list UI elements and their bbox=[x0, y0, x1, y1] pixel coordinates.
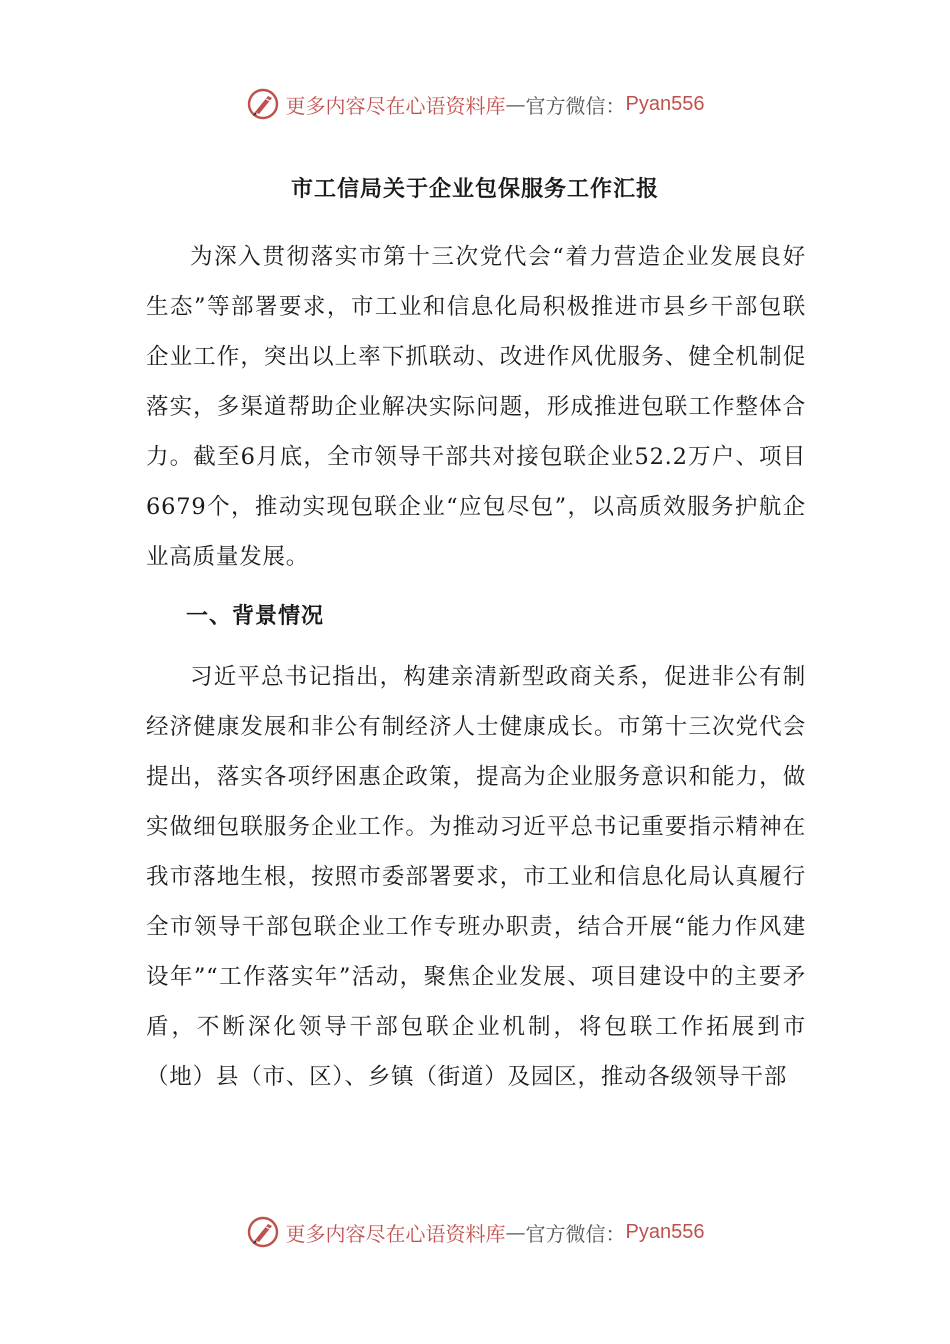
document-body bbox=[146, 232, 806, 1102]
watermark-separator: — bbox=[505, 1220, 526, 1244]
header-watermark-banner bbox=[0, 84, 950, 124]
watermark-brand-text: 更多内容尽在心语资料库 bbox=[285, 1221, 506, 1246]
watermark-brand-text: 更多内容尽在心语资料库 bbox=[285, 93, 506, 118]
paragraph-intro: 为深入贯彻落实市第十三次党代会“着力营造企业发展良好生态”等部署要求，市工业和信息化局积极推进市县乡干部包联企业工作，突出以上率下抓联动、改进作风优服务、健全机制促落实，多渠道帮助企业解决实际问题，形成推进包联工作整体合力。截至6月底，全市领导干部共对接包联企业52.2万户、项目6679个，推动实现包联企业“应包尽包”，以高质效服务护航企业高质量发展。 bbox=[146, 244, 806, 570]
watermark-wechat-id: Pyan556 bbox=[625, 92, 705, 115]
document-title: 市工信局关于企业包保服务工作汇报 bbox=[290, 177, 659, 202]
footer-watermark-banner bbox=[0, 1212, 950, 1252]
quill-pen-logo-icon bbox=[246, 87, 280, 121]
paragraph-background: 习近平总书记指出，构建亲清新型政商关系，促进非公有制经济健康发展和非公有制经济人士健康成长。市第十三次党代会提出，落实各项纾困惠企政策，提高为企业服务意识和能力，做实做细包联服务企业工作。为推动习近平总书记重要指示精神在我市落地生根，按照市委部署要求，市工业和信息化局认真履行全市领导干部包联企业工作专班办职责，结合开展“能力作风建设年”“工作落实年”活动，聚焦企业发展、项目建设中的主要矛盾，不断深化领导干部包联企业机制，将包联工作拓展到市（地）县（市、区）、乡镇（街道）及园区，推动各级领导干部 bbox=[146, 664, 806, 1090]
watermark-separator: — bbox=[505, 92, 526, 116]
quill-pen-logo-icon bbox=[246, 1215, 280, 1249]
section-heading-background: 一、背景情况 bbox=[186, 604, 325, 629]
watermark-wechat-id: Pyan556 bbox=[625, 1220, 705, 1243]
watermark-label: 官方微信： bbox=[525, 1221, 626, 1246]
watermark-label: 官方微信： bbox=[525, 93, 626, 118]
